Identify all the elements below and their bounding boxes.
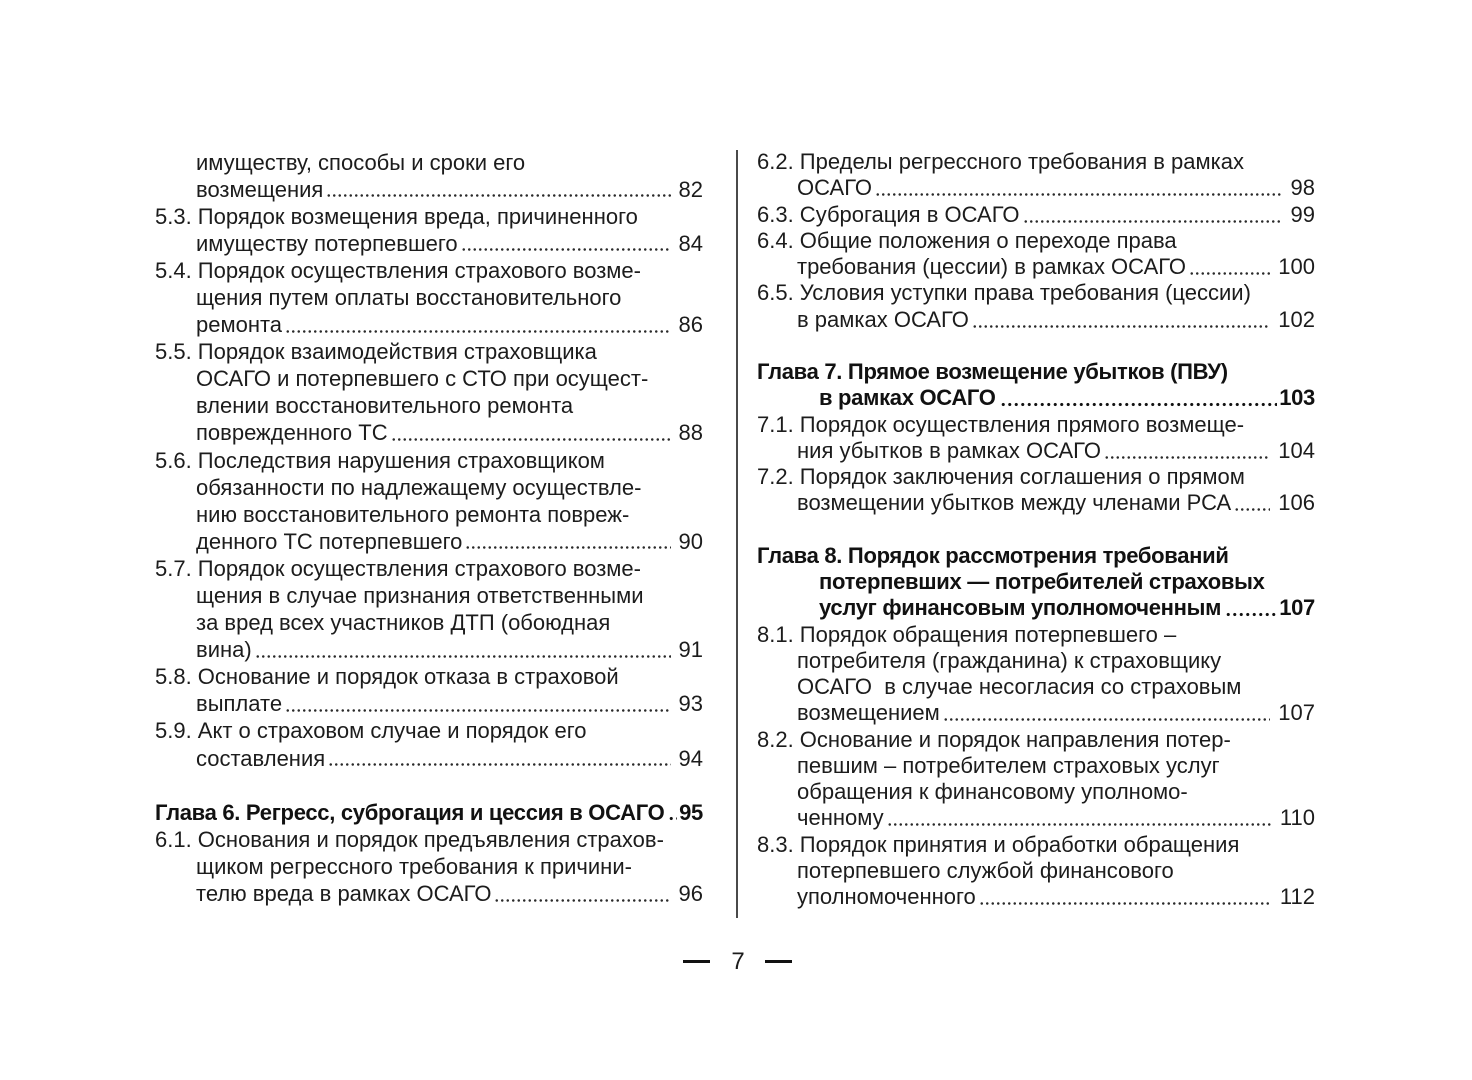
toc-entry-text: щиком регрессного требования к причини-	[196, 853, 632, 879]
toc-line	[155, 880, 703, 907]
toc-entry-text: выплате	[196, 691, 283, 717]
toc-line	[155, 203, 703, 230]
chapter-title: в рамках ОСАГО	[819, 385, 996, 411]
toc-line	[757, 569, 1315, 595]
dot-leader	[875, 175, 1283, 201]
toc-line	[155, 338, 703, 365]
toc-entry-text: возмещении убытков между членами РСА	[797, 490, 1232, 516]
toc-entry-text: певшим – потребителем страховых услуг	[797, 752, 1220, 778]
dot-leader	[465, 528, 670, 555]
toc-entry	[155, 826, 703, 907]
toc-entry-text: в рамках ОСАГО	[797, 306, 969, 332]
toc-line	[757, 254, 1315, 280]
toc-entry-text: потребителя (гражданина) к страховщику	[797, 647, 1222, 673]
dot-leader	[461, 230, 671, 257]
toc-entry-text: ОСАГО и потерпевшего с СТО при осущест-	[196, 366, 649, 392]
toc-page-number: 110	[1279, 805, 1315, 831]
toc-line	[155, 717, 703, 744]
toc-page-number: 106	[1278, 490, 1315, 516]
toc-entry-text: составления	[196, 745, 326, 771]
toc-line	[757, 753, 1315, 779]
toc-line	[757, 307, 1315, 333]
toc-entry-text: щения в случае признания ответственными	[196, 583, 644, 608]
toc-entry-text: 6.2. Пределы регрессного требования в рамках	[757, 149, 1244, 174]
chapter-title: Глава 7. Прямое возмещение убытков (ПВУ)	[757, 359, 1228, 384]
spacer	[757, 517, 1315, 543]
toc-entry	[757, 464, 1315, 517]
toc-entry-text: влении восстановительного ремонта	[196, 393, 574, 419]
toc-line	[155, 826, 703, 853]
toc-line	[155, 365, 703, 392]
toc-page-number: 91	[678, 637, 703, 663]
toc-entry	[757, 727, 1315, 832]
toc-entry	[155, 663, 703, 717]
toc-entry-text: 6.4. Общие положения о переходе права	[757, 227, 1177, 253]
toc-line	[155, 474, 703, 501]
dot-leader	[326, 176, 670, 203]
toc-right-column	[757, 149, 1315, 910]
spacer	[155, 772, 703, 799]
toc-entry-text: возмещением	[797, 700, 940, 726]
chapter-heading	[155, 799, 703, 826]
toc-page-number: 107	[1278, 700, 1315, 726]
toc-line	[757, 779, 1315, 805]
toc-line	[757, 228, 1315, 254]
toc-line	[155, 582, 703, 609]
toc-entry-text: ченному	[797, 805, 884, 831]
toc-left-column	[155, 149, 703, 908]
toc-line	[757, 490, 1315, 516]
toc-line	[757, 674, 1315, 700]
toc-page-number: 103	[1279, 385, 1315, 411]
toc-entry-text: 7.1. Порядок осуществления прямого возмеще-	[757, 411, 1245, 437]
toc-entry-text: 5.3. Порядок возмещения вреда, причиненного	[155, 203, 638, 229]
toc-page-number: 112	[1279, 884, 1315, 909]
dot-leader	[1000, 385, 1278, 411]
toc-entry-text: требования (цессии) в рамках ОСАГО	[797, 254, 1187, 279]
toc-entry-text: обращения к финансовому уполномо-	[797, 779, 1188, 804]
dot-leader	[328, 745, 670, 772]
page-number: 7	[731, 948, 745, 975]
toc-line	[757, 700, 1315, 726]
toc-line	[155, 745, 703, 772]
toc-line	[155, 528, 703, 555]
footer-dash-right	[765, 960, 792, 963]
toc-page-number: 93	[678, 691, 703, 717]
toc-line	[757, 832, 1315, 858]
toc-line	[155, 419, 703, 446]
toc-line	[757, 175, 1315, 201]
toc-line	[155, 663, 703, 690]
toc-entry-text: имуществу потерпевшего	[196, 230, 458, 256]
toc-line	[757, 438, 1315, 464]
dot-leader	[1234, 490, 1270, 516]
dot-leader	[285, 690, 670, 717]
dot-leader	[972, 307, 1270, 333]
toc-entry-text: ОСАГО	[797, 175, 872, 201]
toc-line	[155, 284, 703, 311]
chapter-title: Глава 8. Порядок рассмотрения требований	[757, 542, 1229, 568]
toc-line	[155, 230, 703, 257]
toc-line	[757, 464, 1315, 490]
dot-leader	[1189, 254, 1270, 280]
spacer	[757, 333, 1315, 359]
toc-line	[155, 799, 703, 826]
dot-leader	[494, 880, 670, 907]
toc-page-number: 99	[1290, 201, 1315, 227]
toc-line	[155, 853, 703, 880]
toc-line	[757, 385, 1315, 411]
toc-line	[155, 311, 703, 338]
chapter-title: услуг финансовым уполномоченным	[819, 595, 1222, 621]
toc-entry-text: 7.2. Порядок заключения соглашения о прямом	[757, 464, 1245, 489]
toc-entry-text: 5.7. Порядок осуществления страхового возме-	[155, 555, 641, 581]
toc-line	[757, 622, 1315, 648]
toc-entry	[155, 555, 703, 663]
toc-line	[757, 359, 1315, 385]
toc-entry-text: потерпевшего службой финансового	[797, 857, 1174, 883]
toc-entry-text: нию восстановительного ремонта повреж-	[196, 501, 630, 527]
dot-leader	[979, 884, 1272, 910]
dot-leader	[285, 311, 670, 338]
dot-leader	[887, 805, 1272, 831]
toc-entry	[155, 717, 703, 771]
toc-entry-text: ремонта	[196, 312, 283, 338]
toc-entry	[155, 447, 703, 555]
toc-line	[757, 884, 1315, 910]
toc-entry-text: возмещения	[196, 176, 324, 202]
toc-entry-text: поврежденного ТС	[196, 420, 388, 446]
dot-leader	[1023, 202, 1283, 228]
toc-entry-text: 8.3. Порядок принятия и обработки обращения	[757, 831, 1240, 857]
toc-entry-text: щения путем оплаты восстановительного	[196, 284, 622, 310]
toc-entry-text: денного ТС потерпевшего	[196, 528, 463, 554]
toc-page-number: 82	[678, 176, 703, 202]
toc-page-number: 94	[678, 745, 703, 771]
toc-entry	[757, 228, 1315, 281]
toc-entry-text: 8.2. Основание и порядок направления потер-	[757, 726, 1231, 752]
toc-entry-text: 6.3. Суброгация в ОСАГО	[757, 201, 1020, 227]
toc-page-number: 98	[1290, 175, 1315, 201]
toc-entry-text: 5.8. Основание и порядок отказа в страховой	[155, 664, 619, 690]
toc-page-number: 96	[678, 881, 703, 907]
toc-entry-text: уполномоченного	[797, 884, 976, 909]
dot-leader	[943, 700, 1271, 726]
toc-entry	[757, 412, 1315, 465]
toc-line	[155, 501, 703, 528]
toc-entry-text: обязанности по надлежащему осуществле-	[196, 474, 642, 500]
column-divider	[736, 150, 738, 918]
toc-line	[155, 257, 703, 284]
toc-entry	[757, 832, 1315, 911]
toc-entry-text: 5.9. Акт о страховом случае и порядок его	[155, 718, 587, 744]
toc-entry	[757, 622, 1315, 727]
toc-entry	[155, 338, 703, 446]
dot-leader	[255, 636, 671, 663]
dot-leader	[391, 419, 671, 446]
toc-page-number: 95	[679, 799, 703, 825]
toc-entry-text: 5.4. Порядок осуществления страхового возме-	[155, 257, 641, 283]
toc-entry	[757, 202, 1315, 228]
toc-page-number: 107	[1279, 595, 1315, 621]
toc-page-number: 100	[1278, 254, 1315, 279]
dot-leader	[1104, 438, 1270, 464]
toc-entry-text: 8.1. Порядок обращения потерпевшего –	[757, 621, 1177, 647]
toc-line	[757, 149, 1315, 175]
toc-page-number: 88	[678, 420, 703, 446]
toc-line	[757, 858, 1315, 884]
dot-leader	[1225, 595, 1277, 621]
toc-entry-text: 6.1. Основания и порядок предъявления страхов-	[155, 826, 664, 852]
toc-entry-text: 5.5. Порядок взаимодействия страховщика	[155, 339, 597, 365]
toc-page-number: 84	[678, 230, 703, 256]
toc-page-number: 102	[1278, 306, 1315, 332]
toc-entry	[757, 280, 1315, 333]
toc-entry-text: ОСАГО в случае несогласия со страховым	[797, 674, 1242, 699]
toc-line	[155, 690, 703, 717]
chapter-title: потерпевших — потребителей страховых	[819, 569, 1265, 594]
toc-entry-text: 5.6. Последствия нарушения страховщиком	[155, 447, 605, 473]
toc-page-number: 86	[678, 312, 703, 338]
chapter-heading	[757, 359, 1315, 412]
toc-page-number: 104	[1278, 437, 1315, 463]
toc-entry-text: телю вреда в рамках ОСАГО	[196, 881, 492, 907]
toc-line	[155, 149, 703, 176]
toc-line	[155, 555, 703, 582]
toc-line	[757, 280, 1315, 306]
toc-entry	[155, 257, 703, 338]
chapter-heading	[757, 543, 1315, 622]
dot-leader	[668, 799, 677, 826]
toc-line	[757, 648, 1315, 674]
toc-entry-text: вина)	[196, 637, 252, 663]
chapter-title: Глава 6. Регресс, суброгация и цессия в ОСАГО	[155, 799, 665, 825]
toc-entry	[757, 149, 1315, 202]
toc-line	[155, 447, 703, 474]
toc-line	[155, 392, 703, 419]
toc-line	[757, 412, 1315, 438]
toc-line	[757, 805, 1315, 831]
toc-page-number: 90	[678, 528, 703, 554]
toc-entry-text: имуществу, способы и сроки его	[196, 149, 526, 175]
toc-line	[757, 202, 1315, 228]
toc-entry-text: 6.5. Условия уступки права требования (цессии)	[757, 280, 1251, 306]
toc-entry	[155, 149, 703, 203]
toc-entry	[155, 203, 703, 257]
toc-line	[757, 543, 1315, 569]
toc-line	[155, 176, 703, 203]
toc-line	[757, 727, 1315, 753]
toc-entry-text: за вред всех участников ДТП (обоюдная	[196, 610, 611, 636]
toc-line	[155, 636, 703, 663]
toc-line	[155, 609, 703, 636]
toc-entry-text: ния убытков в рамках ОСАГО	[797, 437, 1101, 463]
toc-line	[757, 595, 1315, 621]
